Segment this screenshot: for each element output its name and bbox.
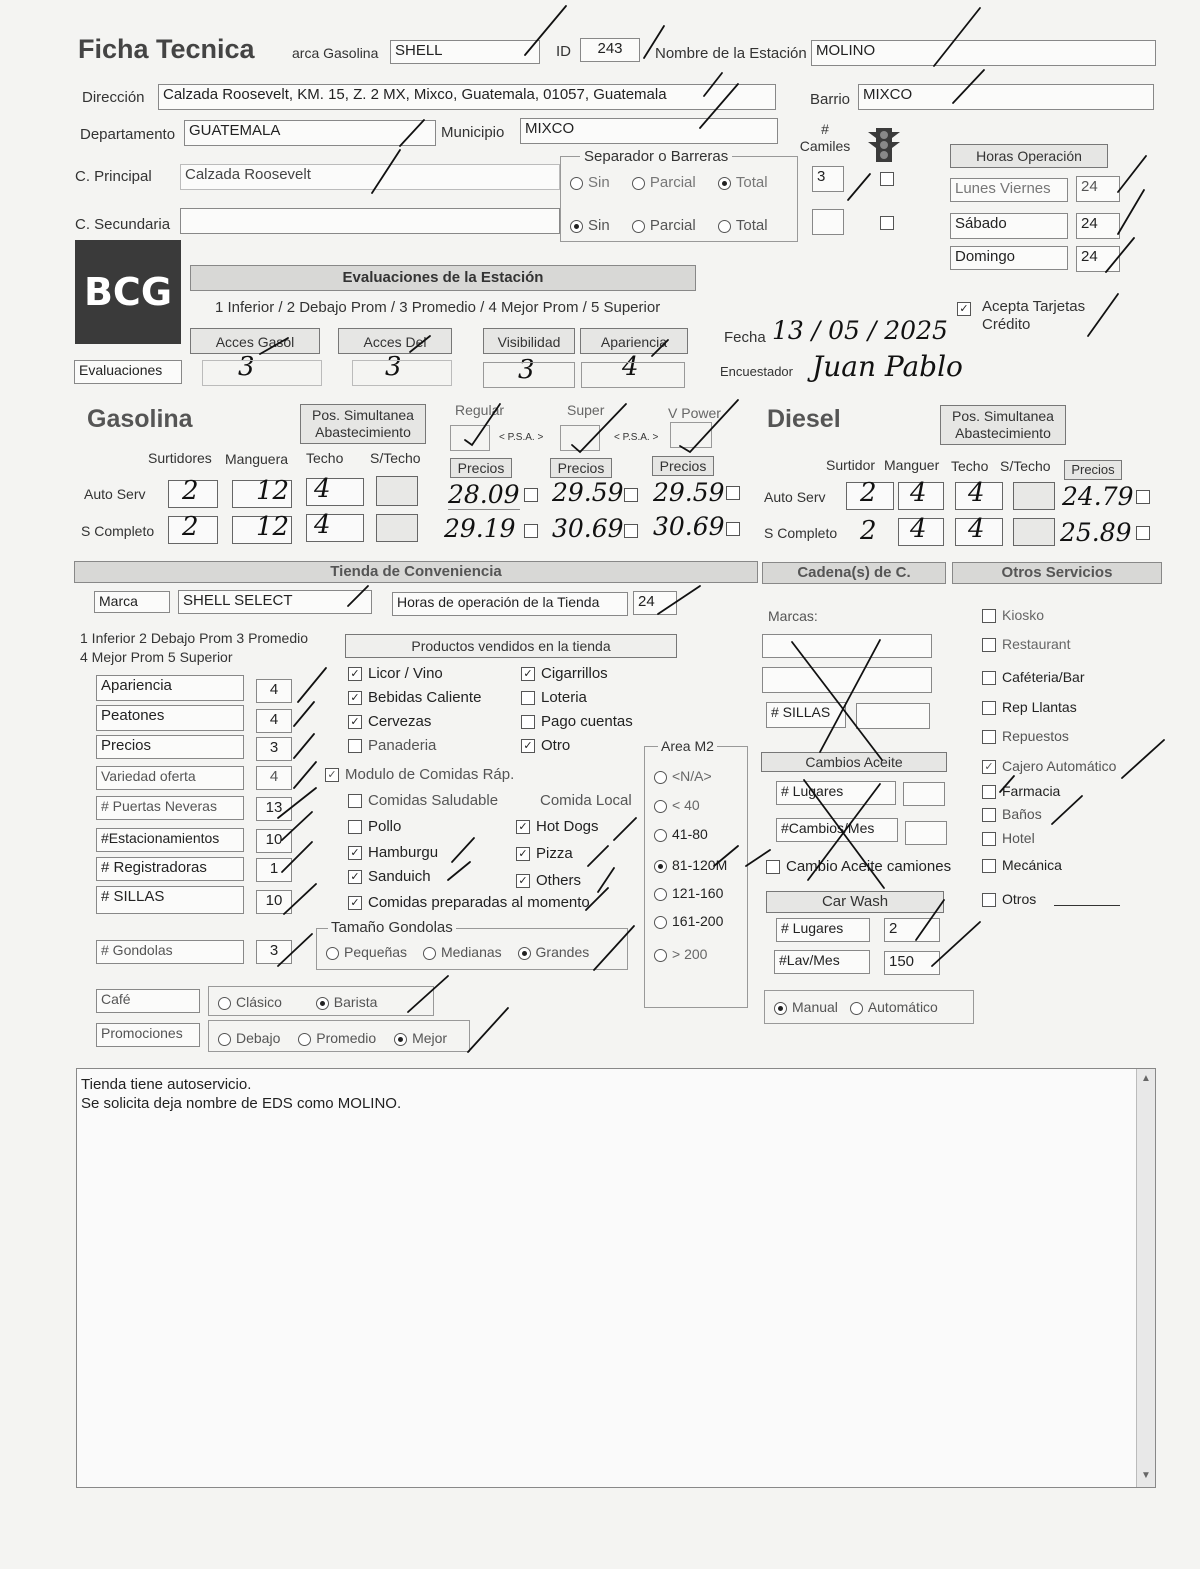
evaluaciones-band: Evaluaciones de la Estación	[190, 265, 696, 291]
gas-row2-check-1[interactable]	[524, 522, 544, 539]
rating-label-gondolas: # Gondolas	[96, 940, 244, 964]
carwash-lav-label: #Lav/Mes	[774, 950, 870, 974]
prod-licor[interactable]: ✓ Licor / Vino	[348, 665, 443, 682]
otros-label: Cajero Automático	[1002, 758, 1117, 774]
radio-barista[interactable]	[316, 997, 329, 1010]
rating-value-estacionamientos[interactable]: 10	[256, 829, 292, 853]
radio-automatico[interactable]	[850, 1002, 863, 1015]
radio-promedio[interactable]	[298, 1033, 311, 1046]
tienda-scale-line1: 1 Inferior 2 Debajo Prom 3 Promedio	[80, 630, 308, 646]
gas-row2-surtidores[interactable]: 2	[182, 512, 199, 542]
separador-title: Separador o Barreras	[580, 148, 732, 165]
radio-label: Parcial	[649, 217, 696, 234]
gas-row1-precio-super[interactable]: 29.59	[552, 478, 624, 507]
precios-regular-header: Precios	[450, 458, 512, 478]
c-secundaria-label: C. Secundaria	[75, 216, 171, 233]
prod-label: Otro	[541, 737, 571, 754]
col-surtidores: Surtidores	[148, 450, 212, 466]
diesel-precios-header: Precios	[1064, 460, 1122, 480]
camiones-check-2[interactable]	[880, 214, 900, 231]
eval-field-1	[202, 360, 322, 386]
productos-title: Productos vendidos en la tienda	[345, 634, 677, 658]
otros-label: Hotel	[1002, 830, 1035, 846]
gas-row2-stecho[interactable]	[376, 514, 418, 542]
col-stecho: S/Techo	[370, 450, 421, 466]
evaluaciones-scale: 1 Inferior / 2 Debajo Prom / 3 Promedio / 4 Mejor Prom / 5 Superior	[215, 299, 661, 316]
eval-field-4	[581, 362, 685, 388]
gas-row1-precio-vpower[interactable]: 29.59	[653, 478, 725, 507]
gas-row1-stecho[interactable]	[376, 476, 418, 506]
radio-label: Manual	[792, 999, 838, 1015]
rating-value-registradoras[interactable]: 1	[256, 858, 292, 882]
vpower-check-box[interactable]	[670, 422, 712, 448]
fecha-value[interactable]: 13 / 05 / 2025	[772, 316, 948, 345]
diesel-row1-manguer[interactable]: 4	[910, 478, 927, 508]
direccion-label: Dirección	[82, 89, 145, 106]
rating-label-apariencia: Apariencia	[96, 675, 244, 701]
comida-sanduich[interactable]: ✓ Sanduich	[348, 868, 431, 885]
radio-label: Parcial	[649, 174, 696, 191]
gas-row1-techo[interactable]: 4	[314, 474, 331, 504]
municipio-field[interactable]: MIXCO	[520, 118, 778, 144]
tienda-band: Tienda de Conveniencia	[74, 561, 758, 583]
comida-label: Hot Dogs	[536, 818, 599, 835]
cambios-lugares-label: # Lugares	[776, 781, 896, 805]
rating-label-estacionamientos: #Estacionamientos	[96, 828, 244, 852]
cambios-mes-field[interactable]	[905, 821, 947, 845]
area-group	[644, 746, 748, 1008]
radio-label: Sin	[588, 217, 610, 234]
diesel-row1-precio[interactable]: 24.79	[1062, 482, 1134, 511]
cadena-band: Cadena(s) de C.	[762, 562, 946, 584]
comida-pizza[interactable]: ✓ Pizza	[516, 845, 573, 862]
gas-row2-precio-super[interactable]: 30.69	[552, 514, 624, 543]
rating-label-sillas: # SILLAS	[96, 886, 244, 914]
radio-label: Debajo	[236, 1030, 281, 1046]
radio-pequenas[interactable]	[326, 947, 339, 960]
separador-row1[interactable]	[570, 174, 768, 191]
horas-label-lunes: Lunes Viernes	[950, 178, 1068, 202]
gas-row1-precio-regular[interactable]: 28.09	[448, 480, 520, 509]
fecha-label: Fecha	[724, 329, 766, 346]
area-opt-161-200[interactable]	[654, 913, 723, 929]
carwash-lugares-label: # Lugares	[776, 918, 870, 942]
diesel-title: Diesel	[767, 405, 841, 433]
comida-label: Pollo	[368, 818, 402, 835]
tienda-scale-line2: 4 Mejor Prom 5 Superior	[80, 649, 233, 665]
prod-otro[interactable]: ✓ Otro	[521, 737, 570, 754]
carwash-mode-radios[interactable]	[774, 999, 938, 1015]
radio-manual[interactable]	[774, 1002, 787, 1015]
comida-label: Comidas Saludable	[368, 792, 499, 809]
area-opt-40[interactable]	[654, 797, 700, 813]
prod-bebidas[interactable]: ✓ Bebidas Caliente	[348, 689, 481, 706]
otros-rep-llantas[interactable]	[982, 699, 1077, 715]
horas-value-sabado[interactable]: 24	[1076, 213, 1120, 239]
radio-parcial[interactable]	[632, 177, 645, 190]
gas-row2-precio-regular[interactable]: 29.19	[444, 514, 516, 543]
eval-acces-del-value[interactable]: 3	[385, 352, 402, 382]
comida-pollo[interactable]	[348, 818, 401, 835]
notes-scrollbar[interactable]	[1136, 1069, 1155, 1487]
radio-label: Total	[735, 217, 768, 234]
comida-hamburgu[interactable]: ✓ Hamburgu	[348, 844, 438, 861]
radio-total[interactable]	[718, 177, 731, 190]
gas-row2-manguera[interactable]: 12	[256, 512, 290, 542]
c-secundaria-field[interactable]	[180, 208, 560, 234]
radio-label: Clásico	[236, 994, 282, 1010]
id-label: ID	[556, 43, 571, 60]
comida-saludable[interactable]	[348, 792, 498, 809]
acepta-tarjetas-label: Acepta Tarjetas Crédito	[982, 298, 1086, 333]
otros-label: Kiosko	[1002, 607, 1045, 623]
eval-acces-gasol-value[interactable]: 3	[238, 352, 255, 382]
diesel-row2-precio[interactable]: 25.89	[1060, 518, 1132, 547]
cambio-aceite-camiones[interactable]	[766, 858, 951, 875]
eval-visibilidad-value[interactable]: 3	[518, 355, 535, 385]
product-vpower: V Power	[668, 405, 721, 421]
radio-parcial[interactable]	[632, 220, 645, 233]
diesel-col-techo: Techo	[951, 458, 989, 474]
departamento-field[interactable]: GUATEMALA	[184, 120, 436, 146]
municipio-label: Municipio	[441, 124, 505, 141]
radio-label: Mejor	[412, 1030, 448, 1046]
horas-operacion-button[interactable]: Horas Operación	[950, 144, 1108, 168]
diesel-row2-stecho[interactable]	[1013, 518, 1055, 546]
acces-gasol-header: Acces Gasol	[190, 328, 320, 354]
product-super: Super	[567, 402, 605, 418]
otros-label: Restaurant	[1002, 636, 1071, 652]
cambios-mes-label: #Cambios/Mes	[776, 818, 898, 842]
otros-cajero[interactable]: ✓ Cajero Automático	[982, 758, 1116, 774]
otros-kiosko[interactable]	[982, 607, 1044, 623]
gas-row2-check-2[interactable]	[624, 522, 644, 539]
prod-label: Loteria	[541, 689, 587, 706]
gas-row2-precio-vpower[interactable]: 30.69	[653, 512, 725, 541]
camiones-field-2[interactable]	[812, 209, 844, 235]
camiones-label: Cambio Aceite camiones	[786, 858, 952, 875]
carwash-lav-field[interactable]: 150	[884, 951, 940, 975]
cafe-radios[interactable]	[218, 994, 377, 1010]
otros-mecanica[interactable]	[982, 857, 1062, 873]
modulo-label: Modulo de Comidas Ráp.	[345, 766, 515, 783]
horas-value-lunes[interactable]: 24	[1076, 176, 1120, 202]
c-principal-field[interactable]: Calzada Roosevelt	[180, 164, 560, 190]
tienda-marca-label: Marca	[94, 591, 170, 613]
gas-row1-check-3[interactable]	[726, 484, 746, 501]
cambios-aceite-title: Cambios Aceite	[761, 752, 947, 772]
separador-row2[interactable]	[570, 217, 768, 234]
rating-value-precios[interactable]: 3	[256, 737, 292, 761]
otros-otros[interactable]	[982, 891, 1036, 907]
eval-field-3	[483, 362, 575, 388]
notes-textarea[interactable]	[76, 1068, 1156, 1488]
area-opt-na[interactable]	[654, 768, 712, 784]
rating-label-peatones: Peatones	[96, 705, 244, 731]
psa-label-2: < P.S.A. >	[614, 432, 659, 443]
otros-hotel[interactable]	[982, 830, 1035, 846]
gondolas-radios[interactable]	[326, 944, 589, 960]
diesel-row2-surtidor[interactable]: 2	[860, 516, 877, 546]
horas-value-domingo[interactable]: 24	[1076, 246, 1120, 272]
barrio-field[interactable]: MIXCO	[858, 84, 1154, 110]
tienda-horas-field[interactable]: 24	[633, 591, 677, 615]
departamento-label: Departamento	[80, 126, 176, 143]
psa-label-1: < P.S.A. >	[499, 432, 544, 443]
radio-label: 41-80	[672, 826, 708, 842]
rating-label-registradoras: # Registradoras	[96, 857, 244, 881]
comida-label: Hamburgu	[368, 844, 439, 861]
id-field[interactable]: 243	[580, 38, 640, 62]
diesel-row2-manguer[interactable]: 4	[910, 514, 927, 544]
radio-label: Sin	[588, 174, 610, 191]
cadena-sillas-label: # SILLAS	[766, 702, 846, 728]
scroll-up-icon[interactable]: ▲	[1141, 1073, 1151, 1084]
diesel-row1-label: Auto Serv	[764, 489, 826, 505]
gas-row1-check-1[interactable]	[524, 486, 544, 503]
col-manguera: Manguera	[225, 451, 289, 467]
prod-label: Bebidas Caliente	[368, 689, 482, 706]
gas-row1-manguera[interactable]: 12	[256, 476, 290, 506]
prod-label: Pago cuentas	[541, 713, 633, 730]
traffic-light-icon	[866, 126, 902, 164]
apariencia-header: Apariencia	[580, 328, 688, 354]
precios-vpower-header: Precios	[652, 456, 714, 476]
gas-row1-label: Auto Serv	[84, 486, 146, 502]
notes-line-2: Se solicita deja nombre de EDS como MOLINO.	[81, 1095, 402, 1112]
area-opt-121-160[interactable]	[654, 885, 723, 901]
acepta-tarjetas-checkbox[interactable]	[957, 300, 977, 317]
comida-hotdogs[interactable]: ✓ Hot Dogs	[516, 818, 599, 835]
car-wash-title: Car Wash	[766, 891, 944, 913]
otros-farmacia[interactable]	[982, 783, 1060, 799]
otros-otros-line	[1054, 905, 1120, 906]
area-opt-81-120[interactable]	[654, 857, 727, 873]
promociones-label: Promociones	[96, 1023, 200, 1047]
modulo-comidas-checkbox[interactable]: ✓ Modulo de Comidas Ráp.	[325, 766, 514, 783]
area-title: Area M2	[658, 738, 717, 754]
gas-row2-label: S Completo	[81, 523, 155, 539]
diesel-row2-techo[interactable]: 4	[968, 514, 985, 544]
radio-grandes[interactable]	[518, 947, 531, 960]
promociones-radios[interactable]	[218, 1030, 447, 1046]
prod-loteria[interactable]	[521, 689, 587, 706]
radio-label: Automático	[867, 999, 938, 1015]
radio-sin[interactable]	[570, 177, 583, 190]
gondolas-title: Tamaño Gondolas	[328, 919, 456, 936]
otros-band: Otros Servicios	[952, 562, 1162, 584]
cadena-marcas-label: Marcas:	[768, 608, 818, 624]
otros-banos[interactable]	[982, 806, 1042, 822]
radio-mejor[interactable]	[394, 1033, 407, 1046]
carwash-lugares-field[interactable]: 2	[884, 918, 940, 942]
comida-label: Others	[536, 872, 582, 889]
col-techo: Techo	[306, 450, 344, 466]
radio-label: Promedio	[316, 1030, 377, 1046]
cadena-marca-field-2[interactable]	[762, 667, 932, 693]
notes-line-1: Tienda tiene autoservicio.	[81, 1076, 252, 1093]
tienda-horas-label: Horas de operación de la Tienda	[392, 592, 628, 616]
gasolina-title: Gasolina	[87, 405, 193, 433]
marca-gasolina-label: arca Gasolina	[292, 45, 379, 61]
visibilidad-header: Visibilidad	[483, 328, 575, 354]
radio-label: Grandes	[535, 944, 590, 960]
direccion-field[interactable]: Calzada Roosevelt, KM. 15, Z. 2 MX, Mixco, Guatemala, 01057, Guatemala	[158, 84, 776, 110]
otros-label: Caféteria/Bar	[1002, 669, 1085, 685]
otros-label: Rep Llantas	[1002, 699, 1077, 715]
c-principal-label: C. Principal	[75, 168, 152, 185]
rating-label-puertas: # Puertas Neveras	[96, 796, 244, 820]
otros-repuestos[interactable]	[982, 728, 1069, 744]
camiones-check-1[interactable]	[880, 170, 900, 187]
nombre-estacion-field[interactable]: MOLINO	[811, 40, 1156, 66]
cambios-lugares-field[interactable]	[903, 782, 945, 806]
gasolina-pos-simultanea: Pos. Simultanea Abastecimiento	[300, 404, 426, 444]
radio-label: < 40	[672, 797, 700, 813]
comida-local-label: Comida Local	[540, 792, 632, 809]
marca-gasolina-field[interactable]: SHELL	[390, 40, 540, 64]
gas-row1-check-2[interactable]	[624, 486, 644, 503]
radio-medianas[interactable]	[423, 947, 436, 960]
rating-value-gondolas[interactable]: 3	[256, 940, 292, 964]
comida-label: Pizza	[536, 845, 573, 862]
camiones-field-1[interactable]: 3	[812, 166, 844, 192]
prod-label: Cervezas	[368, 713, 432, 730]
otros-label: Baños	[1002, 806, 1042, 822]
prod-label: Licor / Vino	[368, 665, 443, 682]
super-check-box[interactable]	[560, 425, 600, 451]
otros-label: Farmacia	[1002, 783, 1061, 799]
tienda-marca-field[interactable]: SHELL SELECT	[178, 590, 372, 614]
regular-check-box[interactable]	[450, 425, 490, 451]
bcg-logo: BCG	[75, 240, 181, 344]
radio-label: > 200	[672, 946, 708, 962]
barrio-label: Barrio	[810, 91, 851, 108]
diesel-row2-label: S Completo	[764, 525, 838, 541]
gas-row2-check-3[interactable]	[726, 520, 746, 537]
product-regular: Regular	[455, 402, 505, 418]
prod-label: Cigarrillos	[541, 665, 608, 682]
radio-label: <N/A>	[672, 768, 712, 784]
cadena-marca-field-1[interactable]	[762, 634, 932, 658]
rating-value-peatones[interactable]: 4	[256, 709, 292, 733]
radio-label: Pequeñas	[344, 944, 408, 960]
horas-label-domingo: Domingo	[950, 246, 1068, 270]
cafe-label: Café	[96, 989, 200, 1013]
prod-cervezas[interactable]: ✓ Cervezas	[348, 713, 431, 730]
rating-value-variedad[interactable]: 4	[256, 766, 292, 790]
acces-del-header: Acces Del	[338, 328, 452, 354]
rating-value-apariencia[interactable]: 4	[256, 679, 292, 703]
eval-apariencia-value[interactable]: 4	[622, 352, 639, 382]
otros-cafeteria[interactable]	[982, 669, 1084, 685]
area-opt-41-80[interactable]	[654, 826, 708, 842]
radio-clasico[interactable]	[218, 997, 231, 1010]
cadena-sillas-field[interactable]	[856, 703, 930, 729]
prod-panaderia[interactable]	[348, 737, 436, 754]
area-opt-200[interactable]	[654, 946, 707, 962]
rating-value-puertas[interactable]: 13	[256, 797, 292, 821]
radio-label: 121-160	[672, 885, 724, 901]
diesel-row1-stecho[interactable]	[1013, 482, 1055, 510]
comida-preparadas[interactable]: ✓ Comidas preparadas al momento	[348, 894, 590, 911]
diesel-col-manguer: Manguer	[884, 457, 940, 473]
rating-value-sillas[interactable]: 10	[256, 890, 292, 914]
radio-label: Medianas	[440, 944, 502, 960]
nombre-estacion-label: Nombre de la Estación	[655, 45, 807, 62]
radio-label: 161-200	[672, 913, 724, 929]
radio-sin[interactable]	[570, 220, 583, 233]
check-icon: ✓	[957, 302, 971, 316]
diesel-row1-surtidor[interactable]: 2	[860, 478, 877, 508]
radio-label: 81-120M	[672, 857, 728, 873]
radio-debajo[interactable]	[218, 1033, 231, 1046]
otros-label: Otros	[1002, 891, 1037, 907]
comida-label: Sanduich	[368, 868, 431, 885]
gas-row2-techo[interactable]: 4	[314, 510, 331, 540]
horas-label-sabado: Sábado	[950, 213, 1068, 239]
rating-label-variedad: Variedad oferta	[96, 766, 244, 790]
precios-super-header: Precios	[550, 458, 612, 478]
encuestador-label: Encuestador	[720, 364, 793, 379]
eval-field-2	[352, 360, 452, 386]
prod-pago-cuentas[interactable]	[521, 713, 633, 730]
radio-label: Barista	[333, 994, 378, 1010]
diesel-col-surtidor: Surtidor	[826, 457, 876, 473]
diesel-pos-simultanea: Pos. Simultanea Abastecimiento	[940, 405, 1066, 445]
diesel-row1-check[interactable]	[1136, 488, 1156, 505]
radio-label: Total	[735, 174, 768, 191]
prod-cigarrillos[interactable]: ✓ Cigarrillos	[521, 665, 608, 682]
evaluaciones-row-label: Evaluaciones	[74, 360, 182, 384]
prod-label: Panaderia	[368, 737, 437, 754]
radio-total[interactable]	[718, 220, 731, 233]
otros-restaurant[interactable]	[982, 636, 1070, 652]
gas-row1-surtidores[interactable]: 2	[182, 476, 199, 506]
diesel-row2-check[interactable]	[1136, 524, 1156, 541]
rating-label-precios: Precios	[96, 735, 244, 759]
diesel-col-stecho: S/Techo	[1000, 458, 1051, 474]
otros-label: Mecánica	[1002, 857, 1062, 873]
comida-others[interactable]: ✓ Others	[516, 872, 581, 889]
page-title: Ficha Tecnica	[78, 34, 255, 64]
diesel-row1-techo[interactable]: 4	[968, 478, 985, 508]
camiones-label: # Camiles	[799, 121, 851, 154]
otros-label: Repuestos	[1002, 728, 1069, 744]
encuestador-value[interactable]: Juan Pablo	[812, 350, 963, 383]
scroll-down-icon[interactable]: ▼	[1141, 1470, 1151, 1481]
comida-label: Comidas preparadas al momento	[368, 894, 590, 911]
